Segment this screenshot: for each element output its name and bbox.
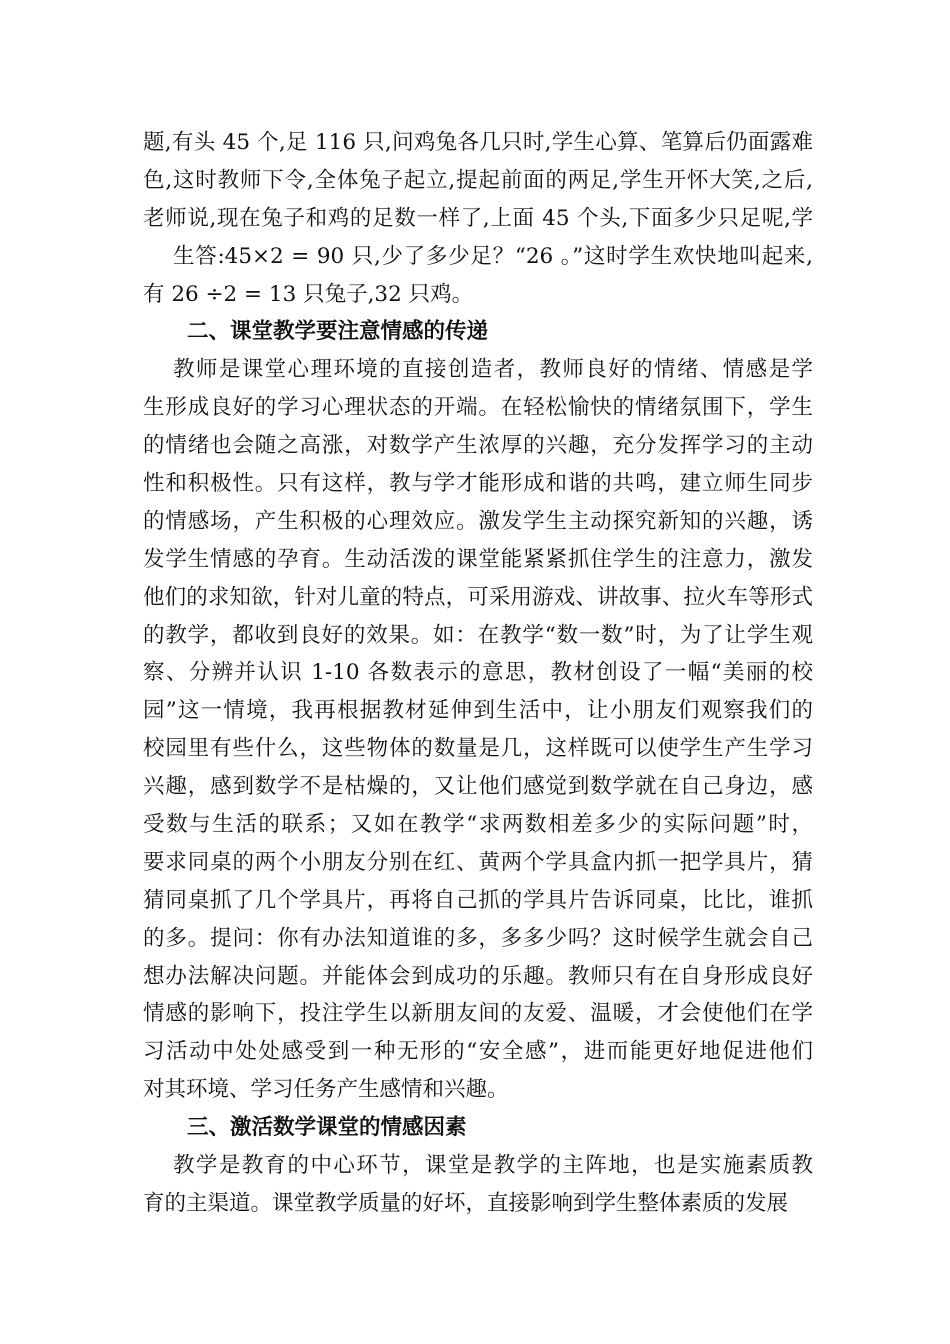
paragraph-line: 察、分辨并认识 1-10 各数表示的意思，教材创设了一幅“美丽的校 <box>143 660 813 686</box>
paragraph-line: 老师说,现在兔子和鸡的足数一样了,上面 45 个头,下面多少只足呢,学 <box>143 205 813 231</box>
paragraph-line: 的情绪也会随之高涨，对数学产生浓厚的兴趣，充分发挥学习的主动 <box>143 433 813 459</box>
paragraph-line: 的情感场，产生积极的心理效应。激发学生主动探究新知的兴趣，诱 <box>143 508 813 534</box>
paragraph-line: 园”这一情境，我再根据教材延伸到生活中，让小朋友们观察我们的 <box>143 698 813 724</box>
paragraph-line: 育的主渠道。课堂教学质量的好坏，直接影响到学生整体素质的发展 <box>143 1190 789 1216</box>
paragraph-line: 生形成良好的学习心理状态的开端。在轻松愉快的情绪氛围下，学生 <box>143 395 813 421</box>
paragraph-line: 生答:45×2 = 90 只,少了多少足？“26 。”这时学生欢快地叫起来, <box>173 243 813 269</box>
paragraph-line: 的多。提问：你有办法知道谁的多，多多少吗？这时候学生就会自己 <box>143 925 813 951</box>
paragraph-line: 想办法解决问题。并能体会到成功的乐趣。教师只有在自身形成良好 <box>143 963 813 989</box>
paragraph-line: 兴趣，感到数学不是枯燥的，又让他们感觉到数学就在自己身边，感 <box>143 774 813 800</box>
paragraph-line: 的教学，都收到良好的效果。如：在教学“数一数”时，为了让学生观 <box>143 622 813 648</box>
paragraph-line: 教师是课堂心理环境的直接创造者，教师良好的情绪、情感是学 <box>173 357 813 383</box>
document-body <box>143 124 813 1223</box>
paragraph-line: 情感的影响下，投注学生以新朋友间的友爱、温暖，才会使他们在学 <box>143 1001 813 1027</box>
section-heading: 二、课堂教学要注意情感的传递 <box>187 319 489 345</box>
paragraph-line: 习活动中处处感受到一种无形的“安全感”，进而能更好地促进他们 <box>143 1039 813 1065</box>
paragraph-line: 对其环境、学习任务产生感情和兴趣。 <box>143 1077 509 1103</box>
paragraph-line: 猜同桌抓了几个学具片，再将自己抓的学具片告诉同桌，比比，谁抓 <box>143 887 813 913</box>
paragraph-line: 受数与生活的联系；又如在教学“求两数相差多少的实际问题”时， <box>143 812 813 838</box>
section-heading: 三、激活数学课堂的情感因素 <box>187 1115 467 1141</box>
paragraph-line: 发学生情感的孕育。生动活泼的课堂能紧紧抓住学生的注意力，激发 <box>143 546 813 572</box>
paragraph-line: 色,这时教师下令,全体兔子起立,提起前面的两足,学生开怀大笑,之后, <box>143 167 813 193</box>
paragraph-line: 他们的求知欲，针对儿童的特点，可采用游戏、讲故事、拉火车等形式 <box>143 584 813 610</box>
paragraph-line: 校园里有些什么，这些物体的数量是几，这样既可以使学生产生学习 <box>143 736 813 762</box>
paragraph-line: 要求同桌的两个小朋友分别在红、黄两个学具盒内抓一把学具片，猜 <box>143 849 813 875</box>
paragraph-line: 教学是教育的中心环节，课堂是教学的主阵地，也是实施素质教 <box>173 1153 813 1179</box>
paragraph-line: 题,有头 45 个,足 116 只,问鸡兔各几只时,学生心算、笔算后仍面露难 <box>143 130 813 155</box>
paragraph-line: 有 26 ÷2 = 13 只兔子,32 只鸡。 <box>143 281 474 307</box>
paragraph-line: 性和积极性。只有这样，教与学才能形成和谐的共鸣，建立师生同步 <box>143 471 813 497</box>
